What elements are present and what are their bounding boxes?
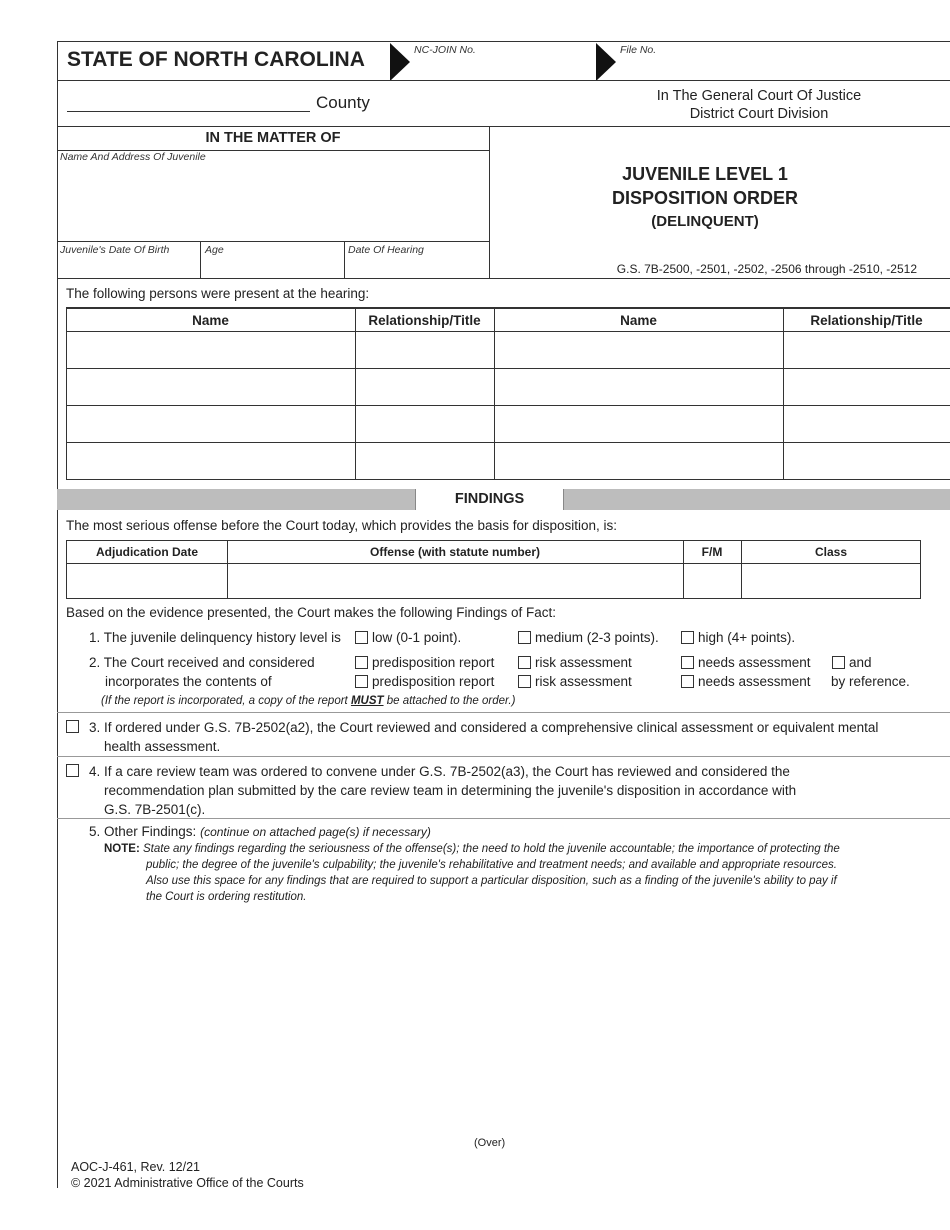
dob-label: Juvenile's Date Of Birth: [60, 244, 170, 256]
col-class: Class: [814, 545, 848, 559]
col-fm: F/M: [701, 545, 723, 559]
person-relationship-field[interactable]: [785, 407, 948, 441]
item1-medium-label: medium (2-3 points).: [535, 630, 659, 645]
item4-rule: [57, 756, 950, 757]
person-name-field[interactable]: [496, 370, 781, 404]
checkbox-history-high[interactable]: [681, 631, 694, 644]
item3-line-2: health assessment.: [104, 739, 221, 754]
checkbox-history-low[interactable]: [355, 631, 368, 644]
form-title-line-1: JUVENILE LEVEL 1: [622, 164, 788, 184]
checkbox-incorporates-risk[interactable]: [518, 675, 531, 688]
item2-by-reference-label: by reference.: [831, 674, 910, 689]
checkbox-considered-needs[interactable]: [681, 656, 694, 669]
item2-note: [101, 695, 515, 707]
dob-rule: [57, 241, 489, 242]
form-number: AOC-J-461, Rev. 12/21: [71, 1160, 200, 1174]
checkbox-considered-and[interactable]: [832, 656, 845, 669]
item2-risk-label: risk assessment: [535, 655, 632, 670]
item2-note-must: MUST: [350, 695, 384, 707]
person-relationship-field[interactable]: [357, 444, 492, 478]
item5-note: [104, 841, 904, 905]
item3-line-1: 3. If ordered under G.S. 7B-2502(a2), the Court reviewed and considered a comprehensive clinical assessment or equivalent mental: [89, 720, 879, 735]
col-offense: Offense (with statute number): [369, 545, 540, 559]
col-adjudication-date: Adjudication Date: [95, 545, 198, 559]
item4-text: [89, 762, 796, 819]
persons-col-divider-1: [355, 309, 356, 479]
note-line-2: public; the degree of the juvenile's culpability; the juvenile's rehabilitative and treatment needs; and available and appropriate resources.: [146, 859, 837, 871]
persons-header-relationship-2: Relationship/Title: [810, 313, 923, 328]
person-name-field[interactable]: [68, 444, 353, 478]
nc-join-arrow-icon: [390, 43, 412, 81]
item2-line1: 2. The Court received and considered: [89, 655, 315, 670]
item2-line2: incorporates the contents of: [105, 674, 272, 689]
persons-row-rule-3: [66, 442, 950, 443]
checkbox-item4[interactable]: [66, 764, 79, 777]
file-no-field[interactable]: [620, 58, 940, 78]
item2-and-label: and: [849, 655, 872, 670]
note-line-3: Also use this space for any findings that are required to support a particular disposition, such as a finding of the juvenile's ability to pay if: [146, 875, 837, 887]
name-address-label: Name And Address Of Juvenile: [60, 151, 206, 163]
header-mid-rule: [57, 80, 950, 81]
persons-row-rule-4: [66, 479, 950, 480]
item4-line-1: 4. If a care review team was ordered to convene under G.S. 7B-2502(a3), the Court has reviewed and considered the: [89, 764, 790, 779]
form-statutes: G.S. 7B-2500, -2501, -2502, -2506 through -2510, -2512: [616, 262, 917, 276]
item2-predisposition-label-2: predisposition report: [372, 674, 495, 689]
person-name-field[interactable]: [496, 333, 781, 367]
name-address-field[interactable]: [60, 166, 485, 238]
file-no-arrow-icon: [596, 43, 618, 81]
persons-row-rule-2: [66, 405, 950, 406]
adjudication-date-field[interactable]: [69, 565, 225, 597]
matter-bottom-rule: [57, 278, 950, 279]
age-hearing-divider: [344, 241, 345, 278]
person-name-field[interactable]: [496, 444, 781, 478]
fm-field[interactable]: [685, 565, 739, 597]
checkbox-history-medium[interactable]: [518, 631, 531, 644]
header-top-rule: [57, 41, 950, 42]
persons-header-rule: [66, 331, 950, 332]
facts-intro: Based on the evidence presented, the Court makes the following Findings of Fact:: [66, 605, 557, 620]
persons-col-divider-3: [783, 309, 784, 479]
age-label: Age: [205, 244, 224, 256]
item2-risk-label-2: risk assessment: [535, 674, 632, 689]
item3-text: [89, 718, 878, 756]
findings-heading: FINDINGS: [415, 489, 564, 510]
nc-join-label: NC-JOIN No.: [414, 44, 476, 56]
person-name-field[interactable]: [68, 407, 353, 441]
person-relationship-field[interactable]: [785, 333, 948, 367]
item2-needs-label: needs assessment: [698, 655, 811, 670]
state-title: STATE OF NORTH CAROLINA: [67, 48, 365, 71]
court-line-1: In The General Court Of Justice: [656, 88, 862, 104]
person-relationship-field[interactable]: [357, 370, 492, 404]
checkbox-considered-risk[interactable]: [518, 656, 531, 669]
checkbox-incorporates-needs[interactable]: [681, 675, 694, 688]
item1-high-label: high (4+ points).: [698, 630, 796, 645]
item2-needs-label-2: needs assessment: [698, 674, 811, 689]
offense-table: [66, 540, 921, 599]
item1-low-label: low (0-1 point).: [372, 630, 462, 645]
page-left-border: [57, 41, 58, 1188]
court-division: [600, 87, 918, 123]
file-no-label: File No.: [620, 44, 657, 56]
person-name-field[interactable]: [68, 333, 353, 367]
item5-header: [89, 824, 431, 839]
header-bottom-rule: [57, 126, 950, 127]
nc-join-field[interactable]: [412, 58, 582, 78]
note-line-4: the Court is ordering restitution.: [146, 891, 307, 903]
age-field[interactable]: [203, 258, 341, 276]
item2-note-post: be attached to the order.): [383, 695, 516, 707]
form-title-line-2: DISPOSITION ORDER: [611, 188, 799, 208]
form-title-line-3: (DELINQUENT): [651, 213, 759, 230]
persons-header-name-1: Name: [192, 313, 229, 328]
county-label: County: [316, 93, 370, 112]
offense-field[interactable]: [229, 565, 681, 597]
item2-predisposition-label: predisposition report: [372, 655, 495, 670]
item2-note-pre: (If the report is incorporated, a copy of the report: [101, 695, 351, 707]
hearing-date-label: Date Of Hearing: [348, 244, 424, 256]
person-name-field[interactable]: [496, 407, 781, 441]
copyright: © 2021 Administrative Office of the Courts: [71, 1176, 304, 1190]
class-field[interactable]: [743, 565, 919, 597]
dob-age-divider: [200, 241, 201, 278]
persons-intro: The following persons were present at the hearing:: [66, 286, 370, 301]
persons-header-name-2: Name: [620, 313, 657, 328]
hearing-date-field[interactable]: [347, 258, 485, 276]
form-title: [490, 162, 920, 234]
person-relationship-field[interactable]: [785, 370, 948, 404]
dob-field[interactable]: [60, 258, 198, 276]
matter-title: IN THE MATTER OF: [205, 130, 341, 146]
offense-header-rule: [67, 563, 920, 564]
over-label: (Over): [474, 1137, 506, 1149]
court-line-2: District Court Division: [689, 106, 829, 122]
county-field[interactable]: [67, 111, 310, 112]
item5-rule: [57, 818, 950, 819]
person-name-field[interactable]: [68, 370, 353, 404]
note-line-1: State any findings regarding the seriousness of the offense(s); the need to hold the juvenile accountable; the importance of protecting the: [142, 843, 840, 855]
checkbox-incorporates-predisposition[interactable]: [355, 675, 368, 688]
persons-table: [66, 307, 950, 480]
note-label: NOTE:: [104, 843, 140, 855]
offense-intro: The most serious offense before the Court today, which provides the basis for disposition, is:: [66, 518, 618, 533]
persons-table-left-border: [66, 309, 67, 479]
item3-rule: [57, 712, 950, 713]
person-relationship-field[interactable]: [357, 333, 492, 367]
checkbox-item3[interactable]: [66, 720, 79, 733]
persons-header-relationship-1: Relationship/Title: [368, 313, 481, 328]
other-findings-field[interactable]: [89, 910, 929, 1125]
item4-line-2: recommendation plan submitted by the care review team in determining the juvenile's disposition in accordance with: [104, 783, 797, 798]
person-relationship-field[interactable]: [785, 444, 948, 478]
persons-row-rule-1: [66, 368, 950, 369]
persons-col-divider-2: [494, 309, 495, 479]
item5-hint: (continue on attached page(s) if necessary): [200, 825, 431, 839]
checkbox-considered-predisposition[interactable]: [355, 656, 368, 669]
item4-line-3: G.S. 7B-2501(c).: [104, 802, 206, 817]
person-relationship-field[interactable]: [357, 407, 492, 441]
item5-label: 5. Other Findings:: [89, 824, 197, 839]
item1-text: 1. The juvenile delinquency history level is: [89, 630, 341, 645]
